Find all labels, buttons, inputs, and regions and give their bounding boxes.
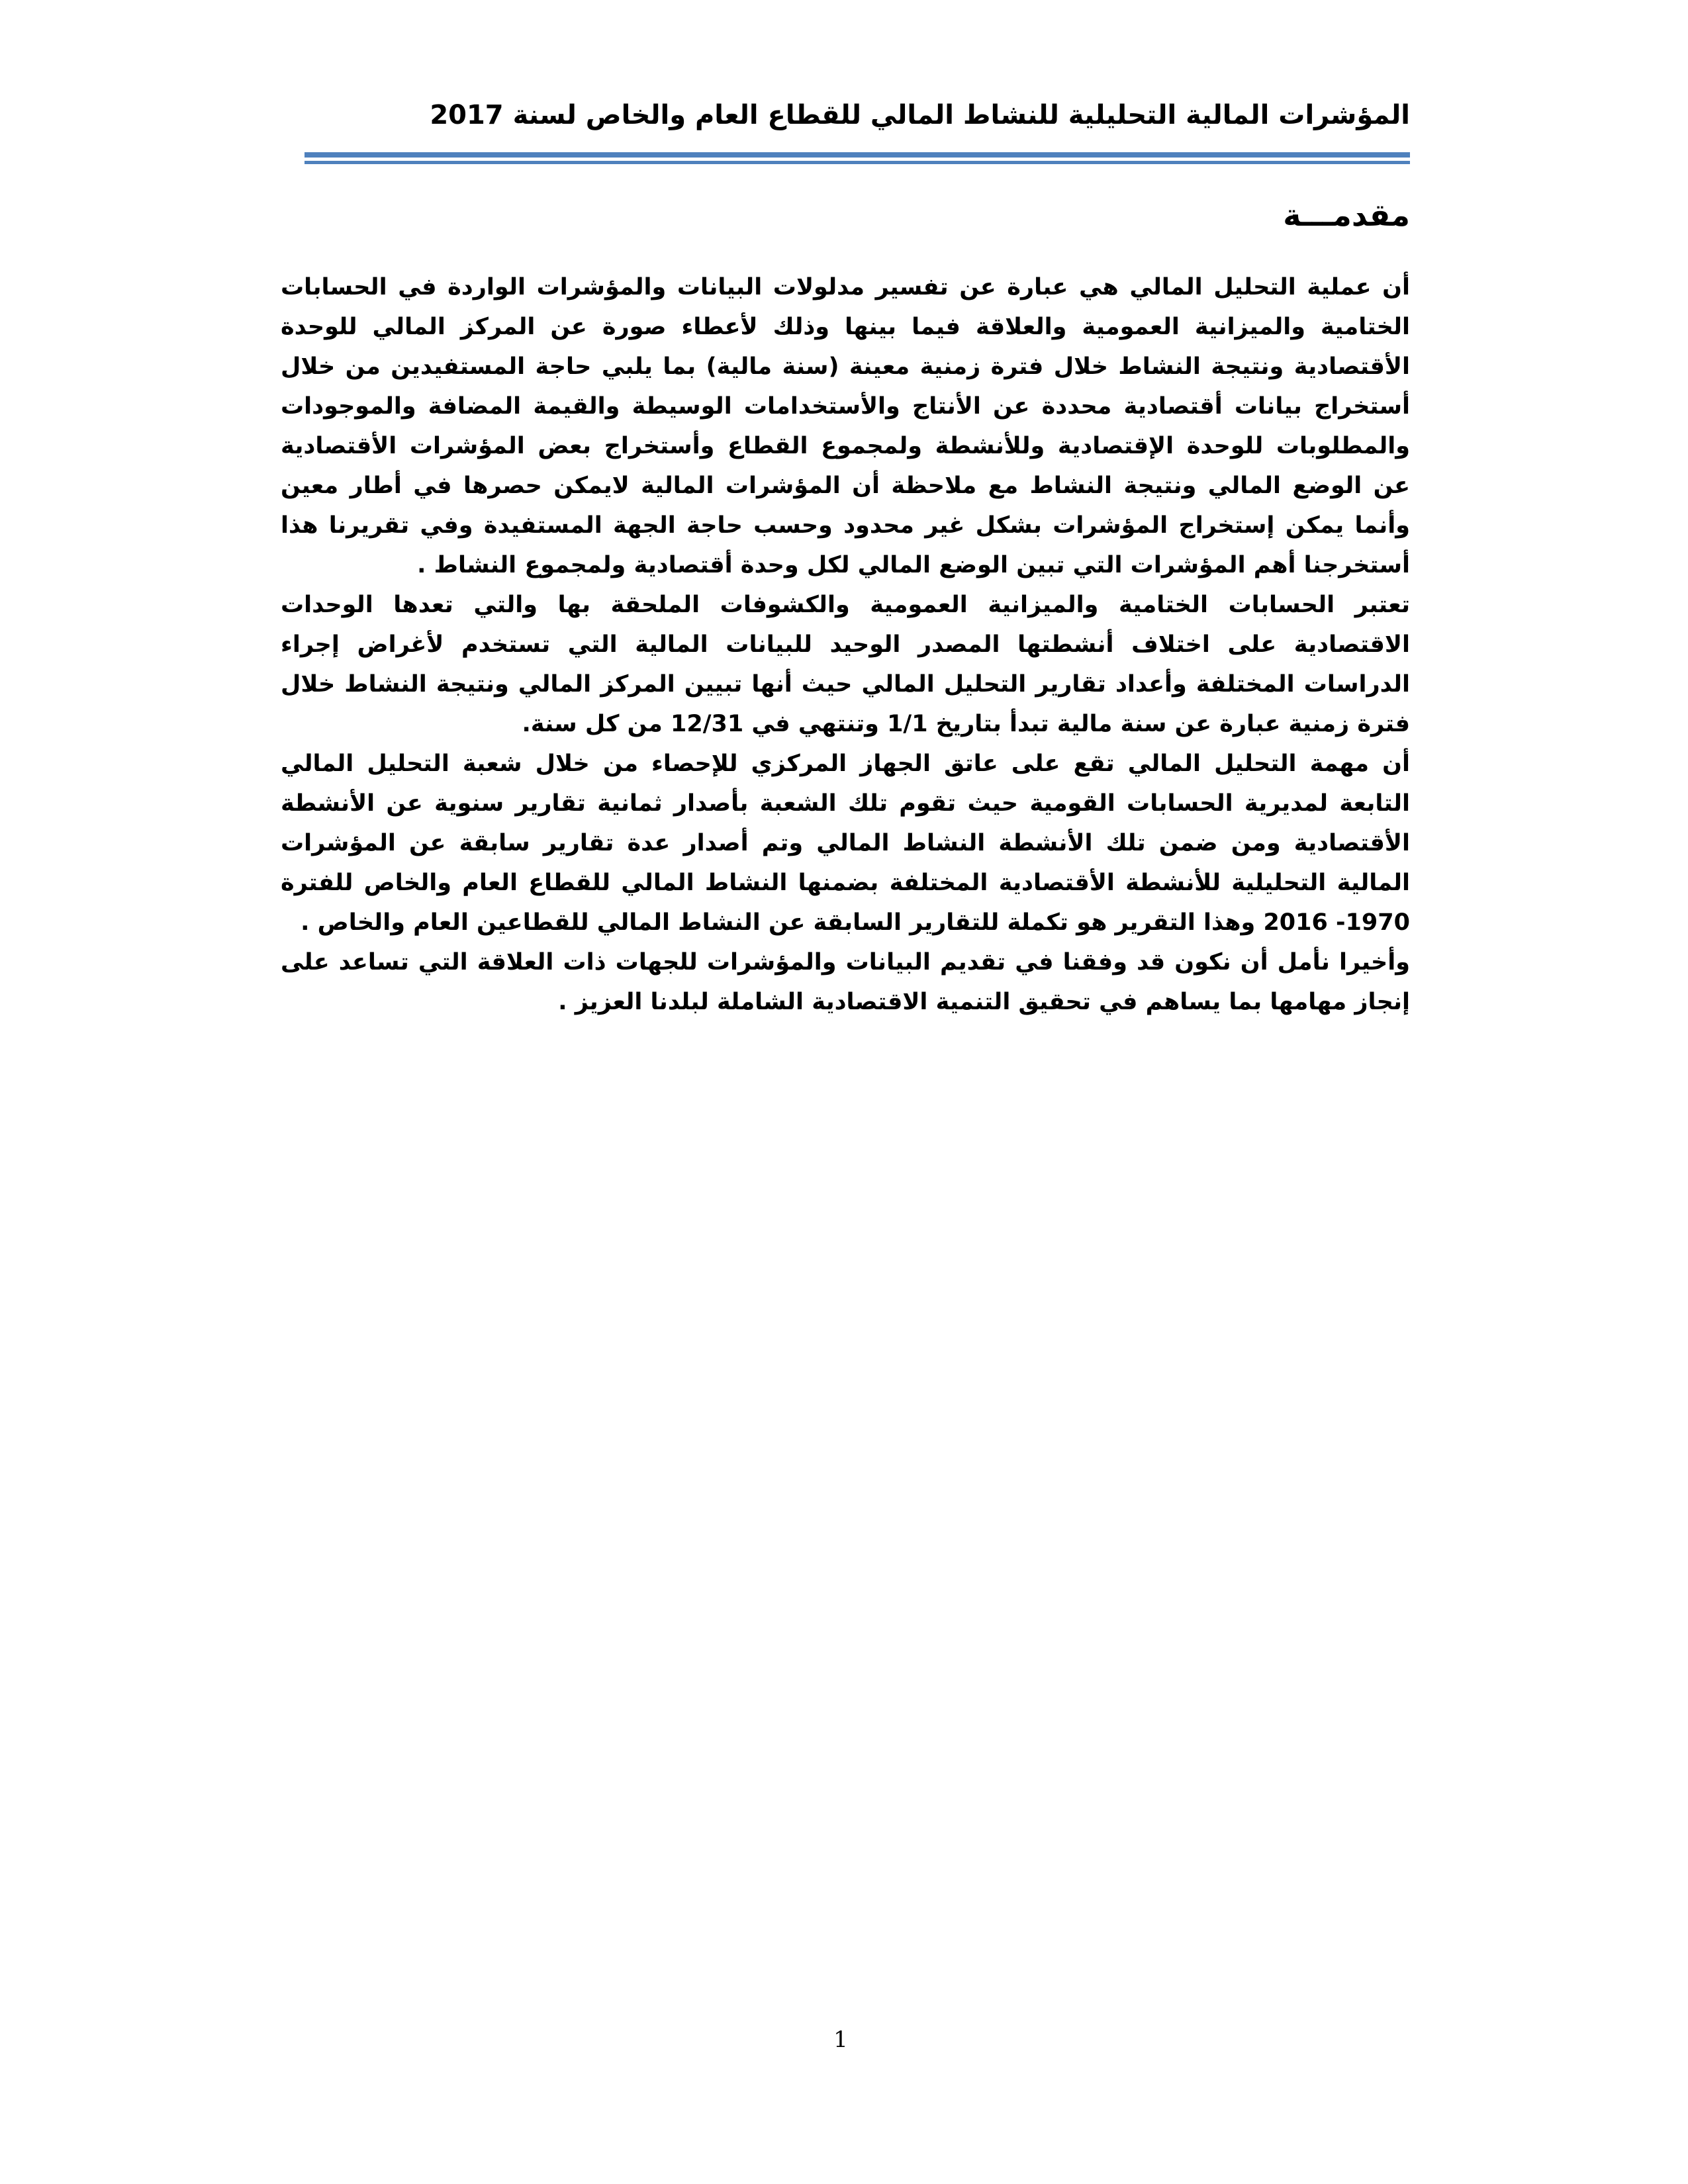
header-title: المؤشرات المالية التحليلية للنشاط المالي للقطاع العام والخاص لسنة 2017 (430, 100, 1410, 130)
body-text (281, 267, 1410, 1022)
page-number: 1 (833, 2026, 848, 2053)
header-rule (305, 152, 1410, 167)
paragraph-4: وأخيرا نأمل أن نكون قد وفقنا في تقديم البيانات والمؤشرات للجهات ذات العلاقة التي تساعد على إنجاز مهامها بما يساهم في تحقيق التنمية الاقتصادية الشاملة لبلدنا العزيز . (281, 949, 1410, 1015)
header-rule-thick-line (305, 152, 1410, 158)
header-rule-thin-line (305, 161, 1410, 164)
paragraph-3: أن مهمة التحليل المالي تقع على عاتق الجهاز المركزي للإحصاء من خلال شعبة التحليل المالي التابعة لمديرية الحسابات القومية حيث تقوم تلك الشعبة بأصدار ثمانية تقارير سنوية عن الأنشطة الأقتصادية ومن ضمن تلك الأنشطة النشاط المالي وتم أصدار عدة تقارير سابقة عن المؤشرات المالية التحليلية للأنشطة الأقتصادية المختلفة بضمنها النشاط المالي للقطاع العام والخاص للفترة 1970- 2016 وهذا التقرير هو تكملة للتقارير السابقة عن النشاط المالي للقطاعين العام والخاص . (281, 751, 1410, 936)
paragraph-2: تعتبر الحسابات الختامية والميزانية العمومية والكشوفات الملحقة بها والتي تعدها الوحدات الاقتصادية على اختلاف أنشطتها المصدر الوحيد للبيانات المالية التي تستخدم لأغراض إجراء الدراسات المختلفة وأعداد تقارير التحليل المالي حيث أنها تبيين المركز المالي ونتيجة النشاط خلال فترة زمنية عبارة عن سنة مالية تبدأ بتاريخ 1/1 وتنتهي في 12/31 من كل سنة. (281, 592, 1410, 737)
paragraph-1: أن عملية التحليل المالي هي عبارة عن تفسير مدلولات البيانات والمؤشرات الواردة في الحسابات الختامية والميزانية العمومية والعلاقة فيما بينها وذلك لأعطاء صورة عن المركز المالي للوحدة الأقتصادية ونتيجة النشاط خلال فترة زمنية معينة (سنة مالية) بما يلبي حاجة المستفيدين من خلال أستخراج بيانات أقتصادية محددة عن الأنتاج والأستخدامات الوسيطة والقيمة المضافة والموجودات والمطلوبات للوحدة الإقتصادية وللأنشطة ولمجموع القطاع وأستخراج بعض المؤشرات الأقتصادية عن الوضع المالي ونتيجة النشاط مع ملاحظة أن المؤشرات المالية لايمكن حصرها في أطار معين وأنما يمكن إستخراج المؤشرات بشكل غير محدود وحسب حاجة الجهة المستفيدة وفي تقريرنا هذا أستخرجنا أهم المؤشرات التي تبين الوضع المالي لكل وحدة أقتصادية ولمجموع النشاط . (281, 274, 1410, 578)
section-heading: مقدمـــة (1283, 197, 1410, 233)
